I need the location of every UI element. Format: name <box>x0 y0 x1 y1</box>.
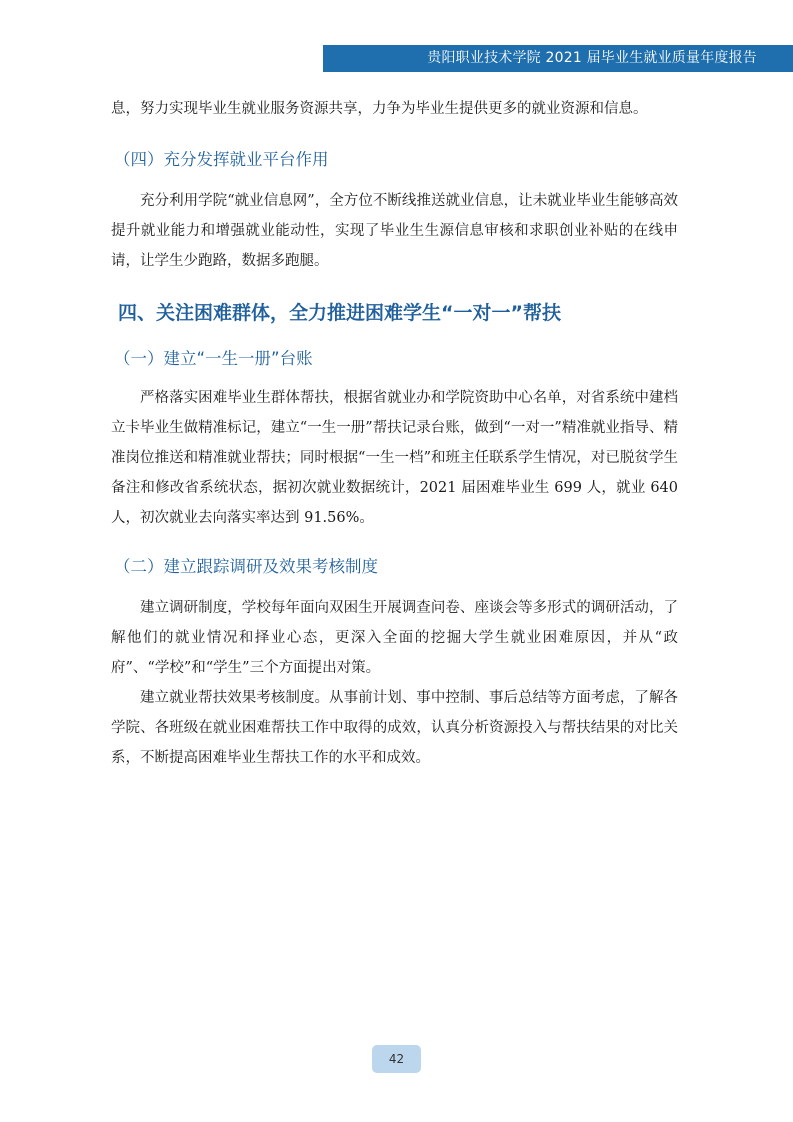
paragraph-assessment: 建立就业帮扶效果考核制度。从事前计划、事中控制、事后总结等方面考虑，了解各学院、各班级在就业困难帮扶工作中取得的成效，认真分析资源投入与帮扶结果的对比关系，不断提高困难毕业生帮扶工作的水平和成效。 <box>111 690 678 766</box>
page-number-badge <box>372 1045 421 1073</box>
section-heading-1: （一）建立“一生一册”台账 <box>114 349 313 368</box>
header-band <box>323 45 793 72</box>
section-heading-4: （四）充分发挥就业平台作用 <box>114 150 329 169</box>
paragraph-continued: 息，努力实现毕业生就业服务资源共享，力争为毕业生提供更多的就业资源和信息。 <box>111 101 648 117</box>
report-title: 贵阳职业技术学院 2021 届毕业生就业质量年度报告 <box>427 50 757 66</box>
chapter-heading-4: 四、关注困难群体，全力推进困难学生“一对一”帮扶 <box>118 302 561 324</box>
page-number: 42 <box>388 1052 405 1066</box>
section-heading-2: （二）建立跟踪调研及效果考核制度 <box>114 557 378 576</box>
paragraph-ledger: 严格落实困难毕业生群体帮扶，根据省就业办和学院资助中心名单，对省系统中建档立卡毕业生做精准标记，建立“一生一册”帮扶记录台账，做到“一对一”精准就业指导、精准岗位推送和精准就业帮扶；同时根据“一生一档”和班主任联系学生情况，对已脱贫学生备注和修改省系统状态，据初次就业数据统计，2021 届困难毕业生 699 人，就业 640 人，初次就业去向落实率达到 91.56%。 <box>111 390 678 526</box>
page-content <box>111 94 678 773</box>
paragraph-platform: 充分利用学院“就业信息网”，全方位不断线推送就业信息，让未就业毕业生能够高效提升就业能力和增强就业能动性，实现了毕业生生源信息审核和求职创业补贴的在线申请，让学生少跑路，数据多跑腿。 <box>111 193 678 269</box>
paragraph-research: 建立调研制度，学校每年面向双困生开展调查问卷、座谈会等多形式的调研活动，了解他们的就业情况和择业心态，更深入全面的挖掘大学生就业困难原因，并从“政府”、“学校”和“学生”三个方面提出对策。 <box>111 600 678 676</box>
